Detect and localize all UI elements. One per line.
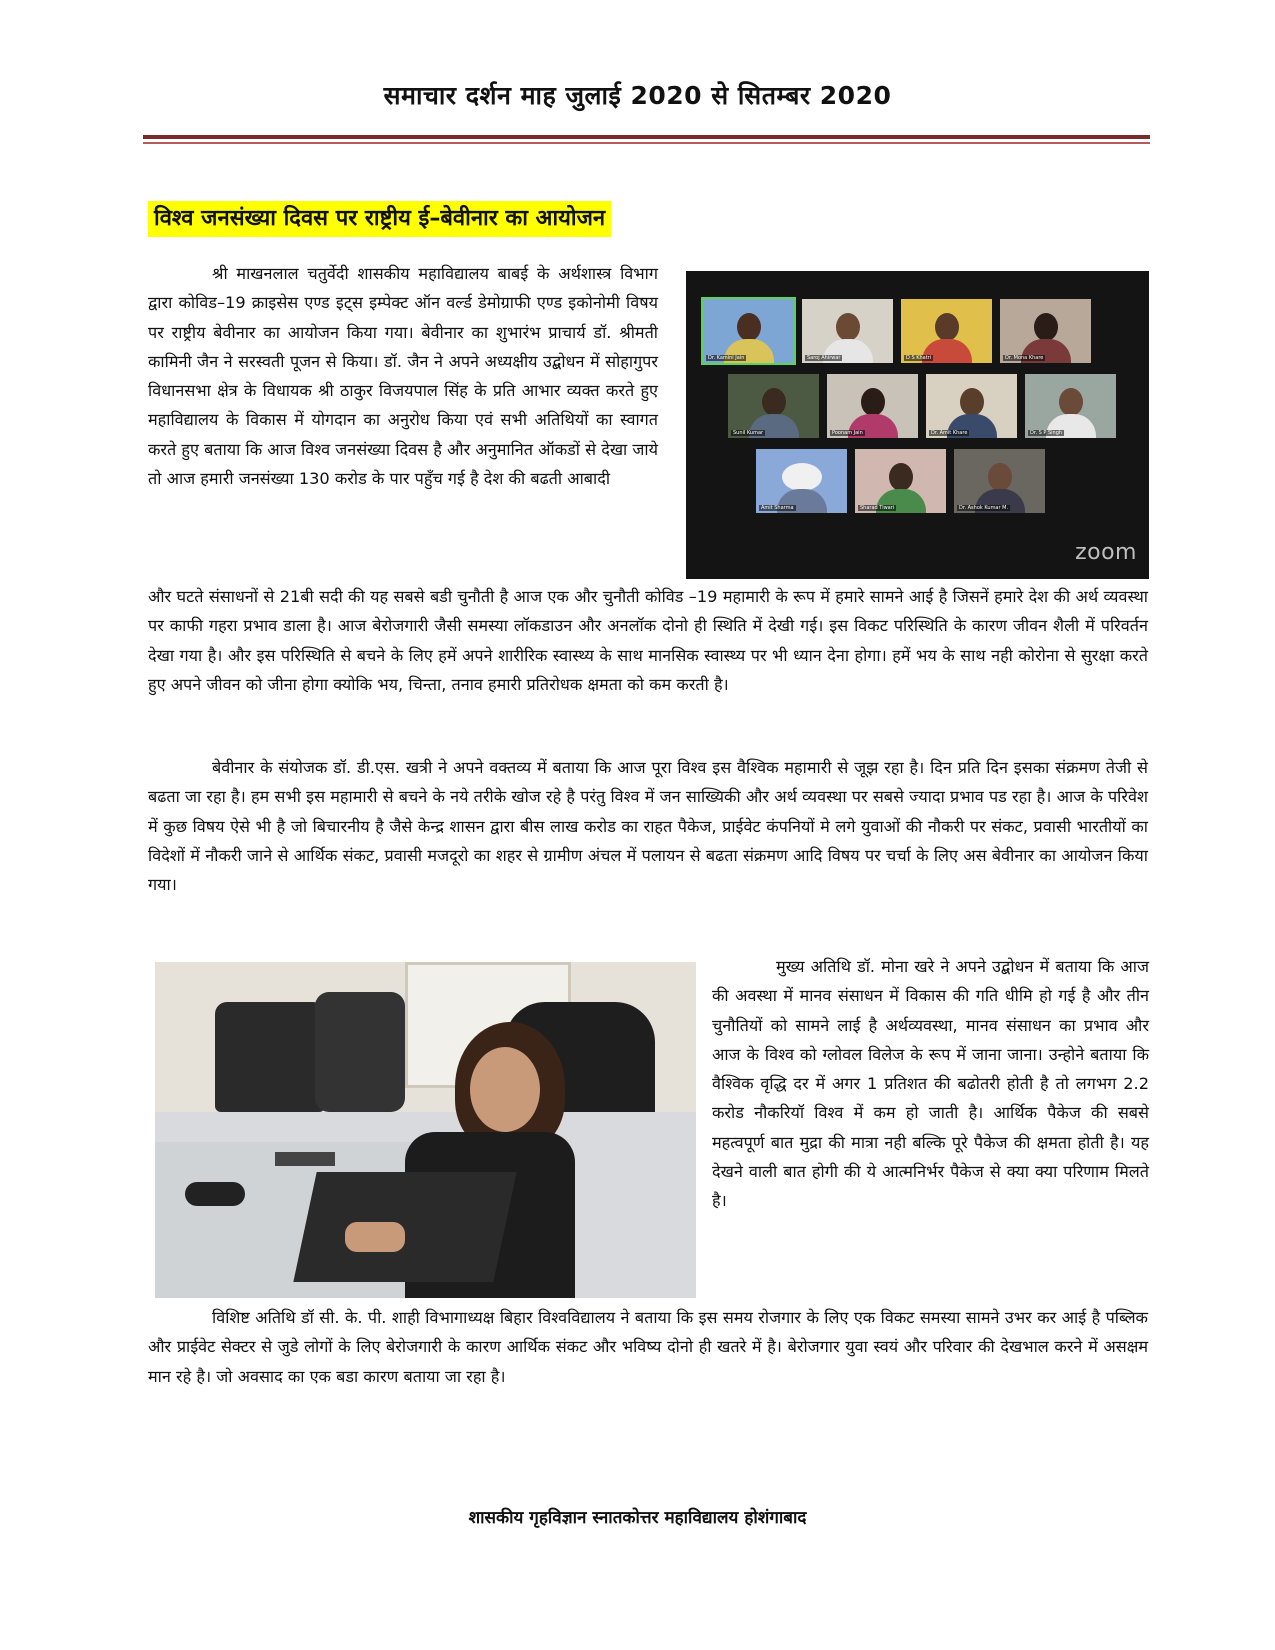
participant-tile bbox=[802, 299, 893, 363]
zoom-webinar-screenshot bbox=[686, 271, 1149, 579]
paragraph-text: श्री माखनलाल चतुर्वेदी शासकीय महाविद्यालय बाबई के अर्थशास्त्र विभाग द्वारा कोविड–19 क्राइसेस एण्ड इट्स इम्पेक्ट ऑन वर्ल्ड डेमोग्राफी एण्ड इकोनोमी विषय पर राष्ट्रीय बेवीनार का आयोजन किया गया। बेवीनार का शुभारंभ प्राचार्य डॉ. श्रीमती कामिनी जैन ने सरस्वती पूजन से किया। डॉ. जैन ने अपने अध्यक्षीय उद्बोधन में सोहागुपर विधानसभा क्षेत्र के विधायक श्री ठाकुर विजयपाल सिंह के प्रति आभार व्यक्त करते हुए महाविद्यालय के विकास में योगदान का अनुरोध किया एवं सभी अतिथियों का स्वागत करते हुए बताया कि आज विश्व जनसंख्या दिवस है और अनुमानित ऑकडों से देखा जाये तो आज हमारी जनसंख्या 130 करोड के पार पहुँच गई है देश की बढती आबादी bbox=[148, 264, 658, 489]
participant-tile bbox=[954, 449, 1045, 513]
participant-name: Dr. Mona Khare bbox=[1005, 355, 1044, 361]
paragraph-text: बेवीनार के संयोजक डॉ. डी.एस. खत्री ने अपने वक्तव्य में बताया कि आज पूरा विश्व इस वैश्विक महामारी से जूझ रहा है। दिन प्रति दिन इसका संक्रमण तेजी से बढता जा रहा है। हम सभी इस महामारी से बचने के नये तरीके खोज रहे है परंतु विश्व में जन साख्यिकी और अर्थ व्यवस्था पर सबसे ज्यादा प्रभाव पड रहा है। आज के परिवेश में कुछ विषय ऐसे भी है जो बिचारनीय है जैसे केन्द्र शासन द्वारा बीस लाख करोड का राहत पैकेज, प्राईवेट कंपनियों मे लगे युवाओं की नौकरी पर संकट, प्रवासी भारतीयों का विदेशों में नौकरी जाने से आर्थिक संकट, प्रवासी मजदूरो का शहर से ग्रामीण अंचल में पलायन से बढता संक्रमण आदि विषय पर चर्चा के लिए अस बेवीनार का आयोजन किया गया। bbox=[148, 758, 1149, 895]
participant-name: Dr. Amit Khare bbox=[931, 430, 968, 436]
article-paragraph-2 bbox=[148, 753, 1148, 899]
participant-tile bbox=[827, 374, 918, 438]
participant-name: Sunil Kumar bbox=[733, 430, 764, 436]
zoom-logo: zoom bbox=[1075, 540, 1137, 565]
participant-name: Dr. S P Singh bbox=[1030, 430, 1063, 436]
participant-tile bbox=[728, 374, 819, 438]
participant-tile bbox=[855, 449, 946, 513]
participant-name: Amit Sharma bbox=[761, 505, 794, 511]
article-paragraph-1-continued: और घटते संसाधनों से 21बी सदी की यह सबसे बडी चुनौती है आज एक और चुनौती कोविड –19 महामारी के रूप में हमारे सामने आई है जिसनें हमारे देश की अर्थ व्यवस्था पर काफी गहरा प्रभाव डाला है। आज बेरोजगारी जैसी समस्या लॉकडाउन और अनलॉक दोनो ही स्थिति में देखी गई। इस विकट परिस्थिति के कारण जीवन शैली में परिवर्तन देखा गया है। और इस परिस्थिति से बचने के लिए हमें अपने शारीरिक स्वास्थ्य के साथ मानसिक स्वास्थ्य पर भी ध्यान देना होगा। हमें भय के साथ नही कोरोना से सुरक्षा करते हुए अपने जीवन को जीना होगा क्योकि भय, चिन्ता, तनाव हमारी प्रतिरोधक क्षमता को कम करती है। bbox=[148, 587, 1148, 694]
participant-name: Dr. Kamini Jain bbox=[708, 355, 745, 361]
article-paragraph-1 bbox=[148, 259, 658, 493]
college-name-footer: शासकीय गृहविज्ञान स्नातकोत्तर महाविद्यालय होशंगाबाद bbox=[468, 1508, 807, 1528]
participant-tile bbox=[756, 449, 847, 513]
participant-tile bbox=[1025, 374, 1116, 438]
participant-name: Dr. Ashok Kumar M. bbox=[959, 505, 1009, 511]
article-headline: विश्व जनसंख्या दिवस पर राष्ट्रीय ई–बेवीनार का आयोजन bbox=[148, 201, 611, 237]
participant-name: Saroj Ahirwar bbox=[807, 355, 841, 361]
newsletter-title: समाचार दर्शन माह जुलाई 2020 से सितम्बर 2020 bbox=[383, 81, 892, 110]
paragraph-text: मुख्य अतिथि डॉ. मोना खरे ने अपने उद्बोधन में बताया कि आज की अवस्था में मानव संसाधन में विकास की गति धीमि हो गई है और तीन चुनौतियों को सामने लाई है अर्थव्यवस्था, मानव संसाधन का प्रभाव और आज के विश्व को ग्लोवल विलेज के रूप में जाना जाना। उन्होने बताया कि वैश्विक वृद्धि दर में अगर 1 प्रतिशत की बढोतरी होती है तो लगभग 2.2 करोड नौकरियॉ विश्व में कम हो जाती है। आर्थिक पैकेज की सबसे महत्वपूर्ण बात मुद्रा की मात्रा नही बल्कि पूरे पैकेज की क्षमता होती है। यह देखने वाली बात होगी की ये आत्मनिर्भर पैकेज से क्या क्या परिणाम मिलते है। bbox=[712, 957, 1149, 1211]
participant-name: D S Khatri bbox=[906, 355, 932, 361]
header-divider bbox=[143, 135, 1150, 139]
article-paragraph-3 bbox=[712, 952, 1149, 1216]
participant-tile bbox=[1000, 299, 1091, 363]
participant-tile bbox=[703, 299, 794, 363]
participant-name: Poonam Jain bbox=[832, 430, 863, 436]
participant-name: Sharad Tiwari bbox=[860, 505, 895, 511]
chief-guest-photo bbox=[155, 962, 696, 1298]
article-paragraph-4 bbox=[148, 1303, 1148, 1391]
participant-tile bbox=[901, 299, 992, 363]
paragraph-text: विशिष्ट अतिथि डॉ सी. के. पी. शाही विभागाध्यक्ष बिहार विश्वविद्यालय ने बताया कि इस समय रोजगार के लिए एक विकट समस्या सामने उभर कर आई है पब्लिक और प्राईवेट सेक्टर से जुडे लोगों के लिए बेरोजगारी के कारण आर्थिक संकट और भविष्य दोनो ही खतरे में है। बेरोजगार युवा स्वयं और परिवार की देखभाल करने में असक्षम मान रहे है। जो अवसाद का एक बडा कारण बताया जा रहा है। bbox=[148, 1308, 1148, 1386]
participant-tile bbox=[926, 374, 1017, 438]
header-divider-thin bbox=[143, 142, 1150, 144]
